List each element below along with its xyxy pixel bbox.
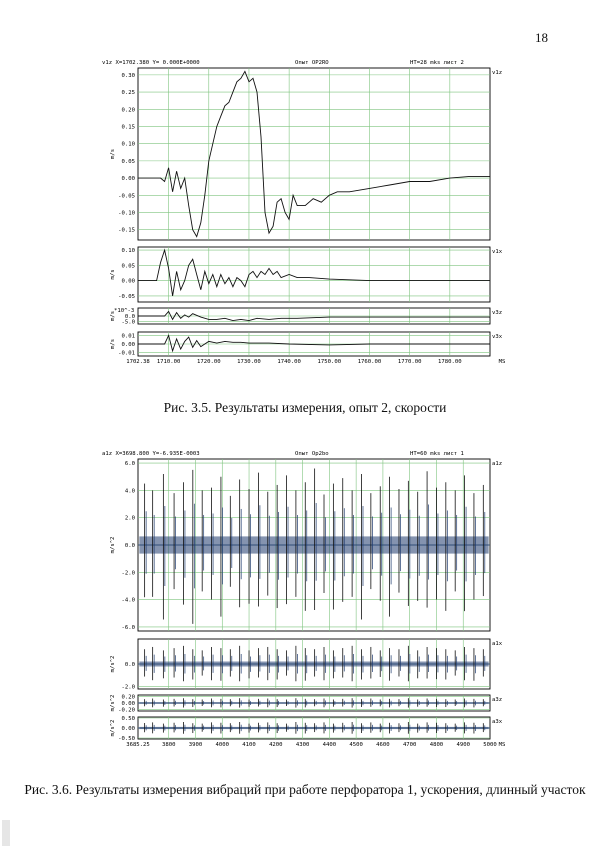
channel-label: v1z <box>492 70 503 76</box>
y-tick-label: -2.0 <box>121 684 135 691</box>
y-tick-label: 0.05 <box>121 263 135 270</box>
x-tick-label: 1720.00 <box>196 359 221 365</box>
x-tick-label: 3800 <box>161 742 176 748</box>
x-tick-label: 4400 <box>322 742 337 748</box>
chart-header-middle: Опыт Op2bo <box>295 451 329 457</box>
acceleration-chart-svg <box>100 447 510 765</box>
chart-header-right: HT=60 mks лист 1 <box>410 451 464 457</box>
y-tick-label: 0.01 <box>121 333 135 340</box>
y-tick-label: 0.00 <box>121 701 135 707</box>
x-tick-label: 1730.00 <box>237 359 261 365</box>
velocity-chart-svg <box>100 56 510 378</box>
y-tick-label: 0.0 <box>124 662 135 668</box>
x-tick-label: MS <box>498 359 506 365</box>
y-unit-label: m/s^2 <box>110 719 116 737</box>
x-tick-label: 1780.00 <box>438 359 462 365</box>
x-tick-label: 3685.25 <box>126 742 150 748</box>
y-unit-label: m/s^2 <box>110 655 116 673</box>
y-tick-label: -0.20 <box>118 707 135 714</box>
y-tick-label: -0.10 <box>118 210 135 217</box>
y-tick-label: -0.05 <box>118 293 135 300</box>
x-tick-label: 4000 <box>215 742 230 748</box>
channel-label: a1x <box>492 641 503 647</box>
x-tick-label: 4100 <box>242 742 256 748</box>
x-tick-label: 1702.38 <box>126 359 150 365</box>
y-tick-label: 0.20 <box>121 107 135 114</box>
y-tick-label: -0.05 <box>118 193 135 200</box>
figure-velocity-chart <box>100 56 510 378</box>
y-unit-label: m/s <box>110 148 116 160</box>
page-number: 18 <box>535 30 548 45</box>
chart-header-right: HT=28 mks лист 2 <box>410 60 464 66</box>
y-tick-label: 0.00 <box>121 726 135 732</box>
figure-1-caption: Рис. 3.5. Результаты измерения, опыт 2, скорости <box>163 400 447 415</box>
channel-label: a3x <box>492 719 503 725</box>
x-tick-label: 4900 <box>456 742 470 748</box>
x-tick-label: 4200 <box>269 742 283 748</box>
chart-header-middle: Опыт OP2RO <box>295 60 329 66</box>
x-tick-label: 4300 <box>295 742 310 748</box>
series-line-v1z <box>138 71 490 236</box>
y-tick-label: 2.0 <box>124 515 135 522</box>
series-line-v1x <box>138 250 490 296</box>
x-tick-label: 4500 <box>349 742 363 748</box>
y-unit-label: m/s <box>110 269 116 280</box>
y-tick-label: 0.0 <box>124 543 135 549</box>
series-line-v3x <box>138 335 490 351</box>
y-tick-label: 6.0 <box>124 461 135 468</box>
chart-header-left: a1z X=3698.800 Y=-6.935E-0003 <box>102 451 200 457</box>
y-tick-label: -2.0 <box>121 570 135 577</box>
y-tick-label: -5.0 <box>121 319 135 326</box>
y-tick-label: -0.15 <box>118 227 135 234</box>
x-tick-label: 5000 <box>483 742 497 748</box>
panel-frame <box>138 247 490 302</box>
channel-label: a3z <box>492 697 503 703</box>
y-tick-label: 0.0 <box>124 314 135 320</box>
y-tick-label: 0.25 <box>121 90 135 97</box>
y-tick-label: -6.0 <box>121 624 135 631</box>
x-tick-label: 4700 <box>402 742 417 748</box>
y-tick-label: 0.00 <box>121 176 135 183</box>
y-tick-label: 0.10 <box>121 141 135 148</box>
y-tick-label: 0.05 <box>121 158 135 165</box>
figure-acceleration-chart <box>100 447 510 765</box>
y-tick-label: -0.50 <box>118 736 135 742</box>
y-tick-label: 0.30 <box>121 72 135 79</box>
y-tick-label: 4.0 <box>124 488 135 495</box>
y-unit-label: m/s <box>110 310 116 322</box>
panel-frame <box>138 68 490 240</box>
y-tick-label: 0.20 <box>121 694 135 701</box>
channel-label: v3z <box>492 310 503 316</box>
y-unit-label: m/s^2 <box>110 694 116 712</box>
x-tick-label: 4800 <box>429 742 444 748</box>
y-scale-label: *10^-3 <box>114 308 135 314</box>
y-tick-label: -0.01 <box>118 350 135 357</box>
y-tick-label: 0.15 <box>121 124 135 131</box>
channel-label: v3x <box>492 334 503 340</box>
channel-label: a1z <box>492 461 503 467</box>
y-tick-label: 0.00 <box>121 342 135 348</box>
x-tick-label: 1760.00 <box>357 359 382 365</box>
chart-header-left: v1z X=1702.380 Y= 0.000E+0000 <box>102 60 200 66</box>
x-tick-label: 1750.00 <box>317 359 342 365</box>
y-tick-label: 0.10 <box>121 248 135 255</box>
x-tick-label: 1740.00 <box>277 359 301 365</box>
y-unit-label: m/s^2 <box>110 536 116 554</box>
x-tick-label: MS <box>498 742 506 748</box>
y-tick-label: 0.00 <box>121 278 135 285</box>
x-tick-label: 1770.00 <box>397 359 422 365</box>
figure-2-caption: Рис. 3.6. Результаты измерения вибраций при работе перфоратора 1, ускорения, длинный участок <box>24 782 586 797</box>
x-tick-label: 1710.00 <box>156 359 181 365</box>
x-tick-label: 3900 <box>188 742 203 748</box>
x-tick-label: 4600 <box>376 742 390 748</box>
y-unit-label: m/s <box>110 338 116 350</box>
channel-label: v1x <box>492 249 503 255</box>
scan-edge-mark <box>2 820 10 846</box>
y-tick-label: -4.0 <box>121 597 135 604</box>
y-tick-label: 0.50 <box>121 716 135 722</box>
